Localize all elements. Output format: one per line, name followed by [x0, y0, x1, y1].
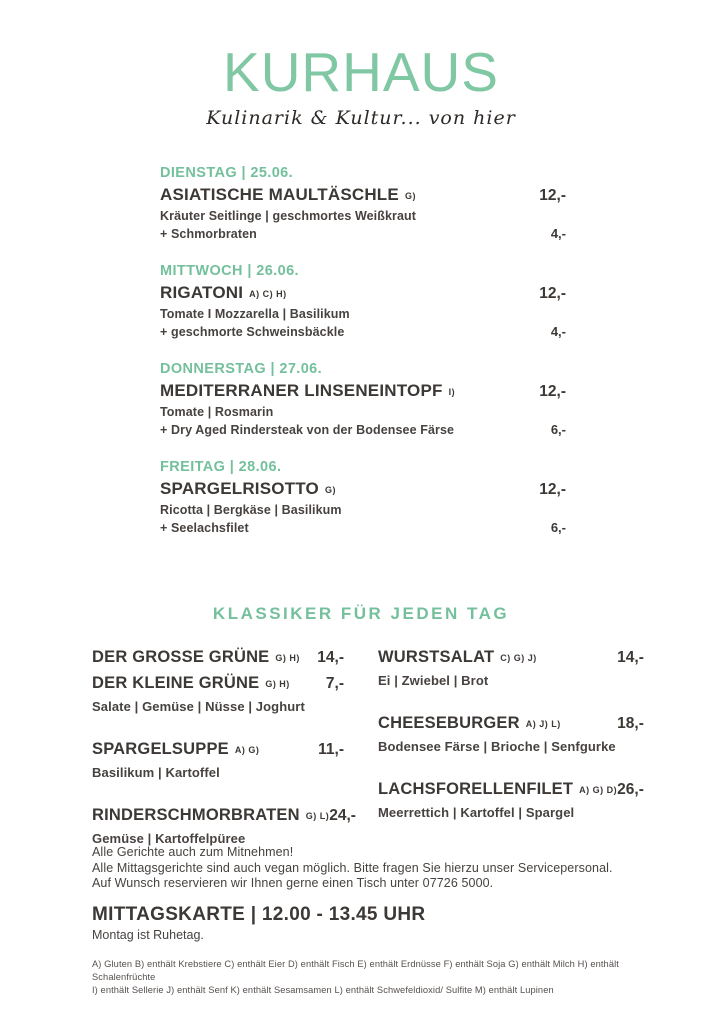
day-heading: FREITAG | 28.06.	[160, 459, 282, 475]
dish-name-wrap	[92, 645, 300, 671]
restaurant-logo: KURHAUS	[223, 41, 499, 103]
dish-name: ASIATISCHE MAULTÄSCHLE	[160, 185, 399, 204]
dish-name: MEDITERRANER LINSENEINTOPF	[160, 381, 443, 400]
dish-price: 12,-	[539, 383, 566, 400]
dish-row	[92, 645, 344, 671]
dish-row	[378, 711, 644, 737]
classics-section	[92, 645, 644, 869]
allergen-codes: A) J) L)	[525, 719, 561, 729]
dish-price: 7,-	[325, 675, 344, 692]
dish-name: LACHSFORELLENFILET	[378, 780, 574, 798]
day-section-donnerstag	[160, 360, 566, 439]
addon-row	[160, 519, 566, 537]
reservation-note: Auf Wunsch reservieren wir Ihnen gerne einen Tisch unter 07726 5000.	[92, 876, 494, 890]
allergen-codes: A) C) H)	[249, 289, 287, 299]
dish-description: Ei | Zwiebel | Brot	[378, 673, 489, 688]
dish-description: Bodensee Färse | Brioche | Senfgurke	[378, 739, 616, 754]
dish-description: Basilikum | Kartoffel	[92, 765, 220, 780]
vegan-note: Alle Mittagsgerichte sind auch vegan möglich. Bitte fragen Sie hierzu unser Servicepersonal.	[92, 860, 613, 875]
dish-name: DER GROSSE GRÜNE	[92, 648, 270, 666]
allergen-legend-line1: A) Gluten B) enthält Krebstiere C) enthält Eier D) enthält Fisch E) enthält Erdnüsse F) enthält Soja G) enthält Milch H) enthält Schalenfrüchte	[92, 959, 619, 982]
dish-row	[160, 478, 566, 502]
allergen-codes: G) L)	[305, 811, 330, 821]
day-heading: MITTWOCH | 26.06.	[160, 263, 299, 279]
dish-price: 12,-	[539, 187, 566, 204]
dish-description: Salate | Gemüse | Nüsse | Joghurt	[92, 699, 305, 714]
allergen-codes: G) H)	[265, 679, 290, 689]
dish-price: 18,-	[617, 715, 644, 732]
dish-price: 11,-	[318, 741, 344, 758]
classic-item-spargelsuppe	[92, 737, 344, 783]
dish-row	[378, 777, 644, 803]
dish-name-wrap	[160, 478, 336, 502]
dish-price: 14,-	[317, 649, 344, 666]
dish-description: Meerrettich | Kartoffel | Spargel	[378, 805, 575, 820]
dish-row	[92, 671, 344, 697]
addon-name: + Dry Aged Rindersteak von der Bodensee Färse	[160, 423, 455, 437]
daily-menu	[160, 164, 566, 556]
brand-header	[0, 42, 722, 102]
hours-block	[92, 903, 592, 943]
dish-name: WURSTSALAT	[378, 648, 495, 666]
addon-price: 6,-	[550, 422, 566, 437]
dish-description: Tomate I Mozzarella | Basilikum	[160, 307, 350, 321]
classics-left-column	[92, 645, 356, 869]
dish-description: Tomate | Rosmarin	[160, 405, 274, 419]
dish-name-wrap	[378, 711, 561, 737]
hours-title: MITTAGSKARTE | 12.00 - 13.45 UHR	[92, 904, 426, 925]
dish-price: 14,-	[617, 649, 644, 666]
dish-price: 12,-	[539, 481, 566, 498]
takeaway-note: Alle Gerichte auch zum Mitnehmen!	[92, 845, 294, 859]
dish-price: 12,-	[539, 285, 566, 302]
classic-item-lachsforellenfilet	[378, 777, 644, 823]
dish-description: Kräuter Seitlinge | geschmortes Weißkraut	[160, 209, 417, 223]
allergen-codes: I)	[448, 387, 456, 397]
dish-row	[92, 803, 356, 829]
day-section-freitag	[160, 458, 566, 537]
classic-item-gruene	[92, 645, 344, 717]
dish-description: Ricotta | Bergkäse | Basilikum	[160, 503, 342, 517]
allergen-codes: C) G) J)	[500, 653, 537, 663]
dish-name-wrap	[92, 803, 329, 829]
dish-name-wrap	[378, 645, 537, 671]
dish-row	[160, 282, 566, 306]
closed-note: Montag ist Ruhetag.	[92, 928, 204, 942]
dish-name: RIGATONI	[160, 283, 244, 302]
dish-name: SPARGELSUPPE	[92, 740, 229, 758]
addon-name: + geschmorte Schweinsbäckle	[160, 325, 345, 339]
addon-price: 4,-	[550, 226, 566, 241]
classic-item-rinderschmorbraten	[92, 803, 356, 849]
allergen-codes: G) H)	[275, 653, 300, 663]
day-section-dienstag	[160, 164, 566, 243]
addon-row	[160, 225, 566, 243]
dish-price: 26,-	[617, 781, 644, 798]
dish-name: DER KLEINE GRÜNE	[92, 674, 260, 692]
allergen-codes: G)	[324, 485, 336, 495]
classic-item-wurstsalat	[378, 645, 644, 691]
dish-name-wrap	[160, 380, 455, 404]
allergen-codes: A) G) D)	[579, 785, 618, 795]
addon-name: + Schmorbraten	[160, 227, 257, 241]
addon-row	[160, 421, 566, 439]
dish-row	[160, 380, 566, 404]
classic-item-cheeseburger	[378, 711, 644, 757]
footer-notes	[92, 845, 652, 892]
classics-right-column	[378, 645, 644, 869]
dish-name: CHEESEBURGER	[378, 714, 520, 732]
addon-price: 6,-	[550, 520, 566, 535]
dish-name-wrap	[160, 184, 416, 208]
dish-name-wrap	[92, 671, 290, 697]
dish-name: SPARGELRISOTTO	[160, 479, 319, 498]
addon-price: 4,-	[550, 324, 566, 339]
dish-name: RINDERSCHMORBRATEN	[92, 806, 300, 824]
day-heading: DONNERSTAG | 27.06.	[160, 361, 323, 377]
dish-name-wrap	[92, 737, 259, 763]
day-section-mittwoch	[160, 262, 566, 341]
allergen-codes: G)	[404, 191, 416, 201]
dish-row	[92, 737, 344, 763]
addon-row	[160, 323, 566, 341]
classics-heading: KLASSIKER FÜR JEDEN TAG	[212, 604, 510, 623]
dish-name-wrap	[378, 777, 617, 803]
allergen-legend	[92, 958, 662, 997]
allergen-codes: A) G)	[234, 745, 260, 755]
dish-name-wrap	[160, 282, 287, 306]
addon-name: + Seelachsfilet	[160, 521, 249, 535]
brand-tagline: Kulinarik & Kultur... von hier	[206, 107, 516, 129]
allergen-legend-line2: I) enthält Sellerie J) enthält Senf K) enthält Sesamsamen L) enthält Schwefeldioxid/ Sulfite M) enthält Lupinen	[92, 985, 554, 995]
dish-row	[378, 645, 644, 671]
day-heading: DIENSTAG | 25.06.	[160, 165, 294, 181]
dish-price: 24,-	[329, 807, 356, 824]
dish-description: Gemüse | Kartoffelpüree	[92, 831, 246, 846]
dish-row	[160, 184, 566, 208]
